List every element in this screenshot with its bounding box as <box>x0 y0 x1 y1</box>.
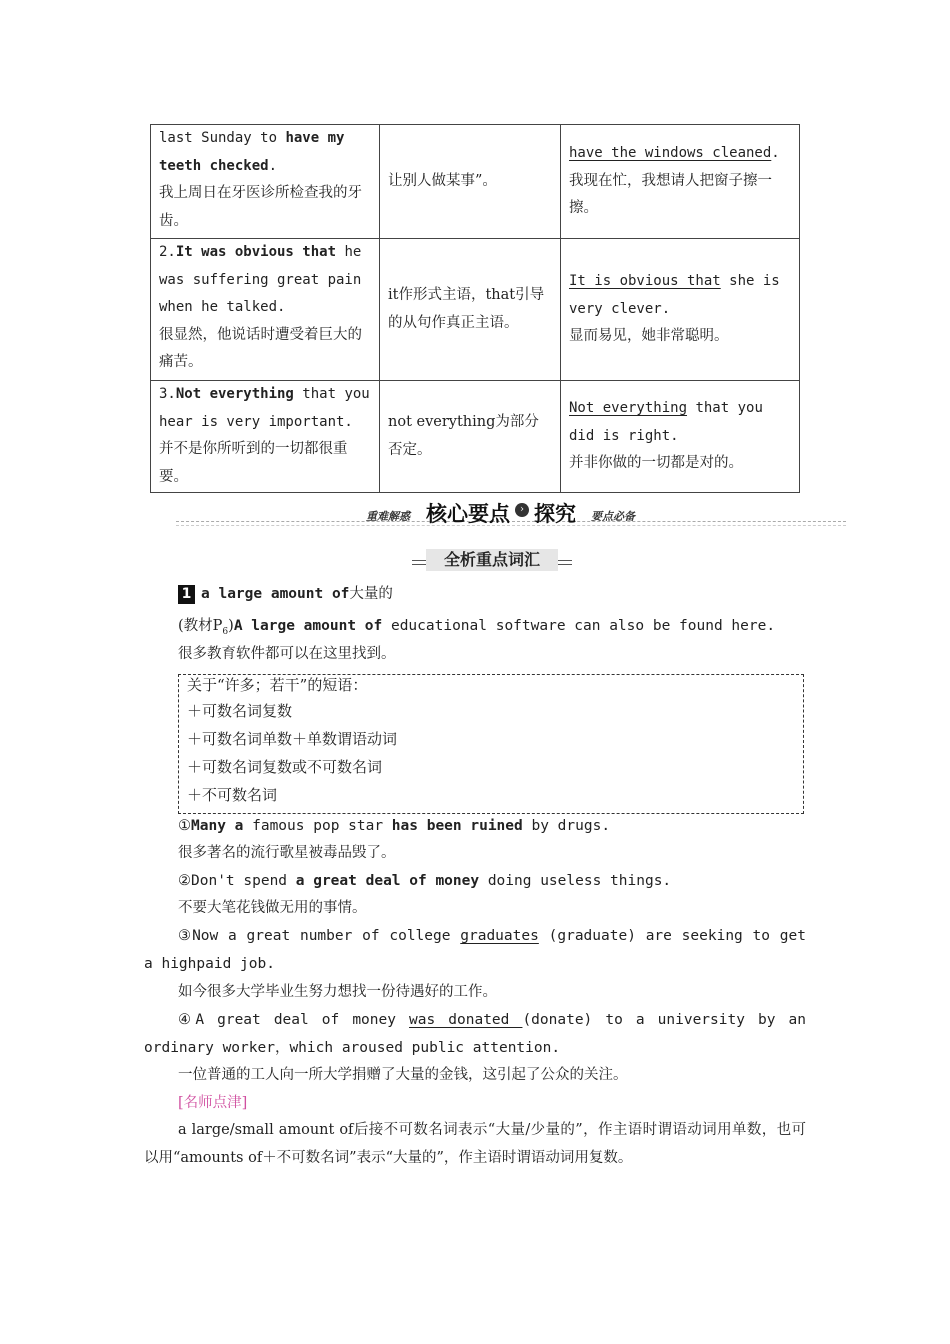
box-line: ＋不可数名词 <box>187 786 278 804</box>
exercise-marker: ④ <box>178 1012 196 1028</box>
textbook-example-cn: 很多教育软件都可以在这里找到。 <box>178 646 396 662</box>
banner-left-label: 重难解惑 <box>366 510 410 523</box>
example-rest: educational software can also be found here. <box>382 618 776 634</box>
source-ref-close: ) <box>228 618 234 634</box>
table-cell-usage <box>380 239 561 381</box>
exercise-bold: a great deal of money <box>295 873 480 889</box>
practice-answer: Not everything <box>569 400 688 417</box>
exercise-1-cn: 很多著名的流行歌星被毒品毁了。 <box>178 845 396 861</box>
practice-cn: 我现在忙，我想请人把窗子擦一擦。 <box>569 172 772 217</box>
box-title: 关于“许多；若干”的短语： <box>187 676 368 694</box>
arrow-icon: › <box>515 503 529 517</box>
row-number: 3. <box>159 386 176 402</box>
table-cell-practice <box>561 125 800 239</box>
exercise-2-cn: 不要大笔花钱做无用的事情。 <box>178 900 367 916</box>
grammar-table <box>150 124 800 493</box>
exercise-text: A great deal of money <box>195 1012 410 1028</box>
banner-divider <box>176 521 846 522</box>
practice-en-rest: . <box>771 145 780 162</box>
exercise-4 <box>144 1006 806 1062</box>
practice-cn: 显而易见，她非常聪明。 <box>569 328 729 345</box>
box-line: ＋可数名词单数＋单数谓语动词 <box>187 730 398 748</box>
vocab-item-heading <box>178 584 393 604</box>
table-row <box>151 381 800 493</box>
exercise-answer: graduates <box>460 928 539 944</box>
row-number: 2. <box>159 244 176 260</box>
exercise-3 <box>144 922 806 978</box>
exercise-text: Now a great number of college <box>192 928 461 944</box>
teacher-tip-text: a large/small amount of后接不可数名词表示“大量/少量的”，作主语时谓语动词用单数，也可以用“amounts of＋不可数名词”表示“大量的”，作主语时谓语动词用复数。 <box>144 1122 806 1166</box>
banner-right-label: 要点必备 <box>591 510 635 523</box>
example-en-rest: he was suffering great pain when he talked. <box>159 244 362 315</box>
box-line: ＋可数名词复数 <box>187 702 293 720</box>
example-bold: A large amount of <box>233 618 383 634</box>
textbook-example <box>178 616 775 642</box>
example-en-bold: have my teeth checked <box>159 130 345 174</box>
table-cell-usage <box>380 125 561 239</box>
teacher-tip-label: [名师点津] <box>178 1095 248 1111</box>
example-en-rest: that you hear is very important. <box>159 386 370 430</box>
practice-en-rest: she is very clever. <box>569 273 780 317</box>
usage-text: 让别人做某事”。 <box>388 172 497 189</box>
table-cell-practice <box>561 239 800 381</box>
practice-en-rest: that you did is right. <box>569 400 763 444</box>
practice-answer: It is obvious that <box>569 273 721 290</box>
exercise-text: Don't spend <box>191 873 296 889</box>
exercise-text: (graduate) are seeking to get a highpaid job. <box>144 928 806 972</box>
example-en-part1: last Sunday to <box>159 130 286 146</box>
phrase-note-box <box>178 674 804 814</box>
exercise-bold: has been ruined <box>391 818 523 834</box>
exercise-marker: ② <box>178 873 191 889</box>
exercise-marker: ③ <box>178 928 193 944</box>
table-row <box>151 125 800 239</box>
exercise-answer: was donated <box>409 1012 523 1028</box>
example-cn: 很显然，他说话时遭受着巨大的痛苦。 <box>159 326 362 370</box>
vocab-meaning: 大量的 <box>349 586 393 602</box>
exercise-text: doing useless things. <box>479 873 672 889</box>
example-en-bold: Not everything <box>175 386 294 402</box>
exercise-3-cn: 如今很多大学毕业生努力想找一份待遇好的工作。 <box>178 984 497 1000</box>
usage-text: not everything为部分否定。 <box>388 414 539 458</box>
example-en-bold: It was obvious that <box>175 244 337 260</box>
exercise-4-cn: 一位普通的工人向一所大学捐赠了大量的金钱，这引起了公众的关注。 <box>178 1067 628 1083</box>
example-en-end: . <box>268 157 278 174</box>
table-row <box>151 239 800 381</box>
example-cn: 并不是你所听到的一切都很重要。 <box>159 441 348 485</box>
source-page: 6 <box>222 626 229 637</box>
table-cell-example <box>151 381 380 493</box>
box-line: ＋可数名词复数或不可数名词 <box>187 758 383 776</box>
practice-cn: 并非你做的一切都是对的。 <box>569 455 743 472</box>
exercise-2 <box>178 871 671 891</box>
table-cell-usage <box>380 381 561 493</box>
source-ref: (教材P <box>178 618 223 634</box>
banner-title-sub: 探究 <box>534 502 576 526</box>
item-number-badge: 1 <box>178 585 195 604</box>
table-cell-example <box>151 125 380 239</box>
banner-divider <box>176 525 846 526</box>
section-title: 全析重点词汇 <box>426 549 558 571</box>
table-cell-practice <box>561 381 800 493</box>
section-banner <box>176 498 846 528</box>
table-cell-example <box>151 239 380 381</box>
exercise-text: by drugs. <box>522 818 611 834</box>
usage-text: it作形式主语，that引导的从句作真正主语。 <box>388 287 545 331</box>
exercise-bold: Many a <box>191 818 244 834</box>
exercise-text: (donate) to a university by an ordinary worker，which aroused public attention. <box>144 1012 806 1056</box>
exercise-1 <box>178 816 610 836</box>
exercise-marker: ① <box>178 818 191 834</box>
practice-answer: have the windows cleaned <box>569 145 772 162</box>
section-heading <box>412 549 572 571</box>
exercise-text: famous pop star <box>243 818 392 834</box>
example-cn: 我上周日在牙医诊所检查我的牙齿。 <box>159 185 362 229</box>
vocab-phrase: a large amount of <box>201 586 350 602</box>
banner-title-main: 核心要点 <box>426 502 510 526</box>
